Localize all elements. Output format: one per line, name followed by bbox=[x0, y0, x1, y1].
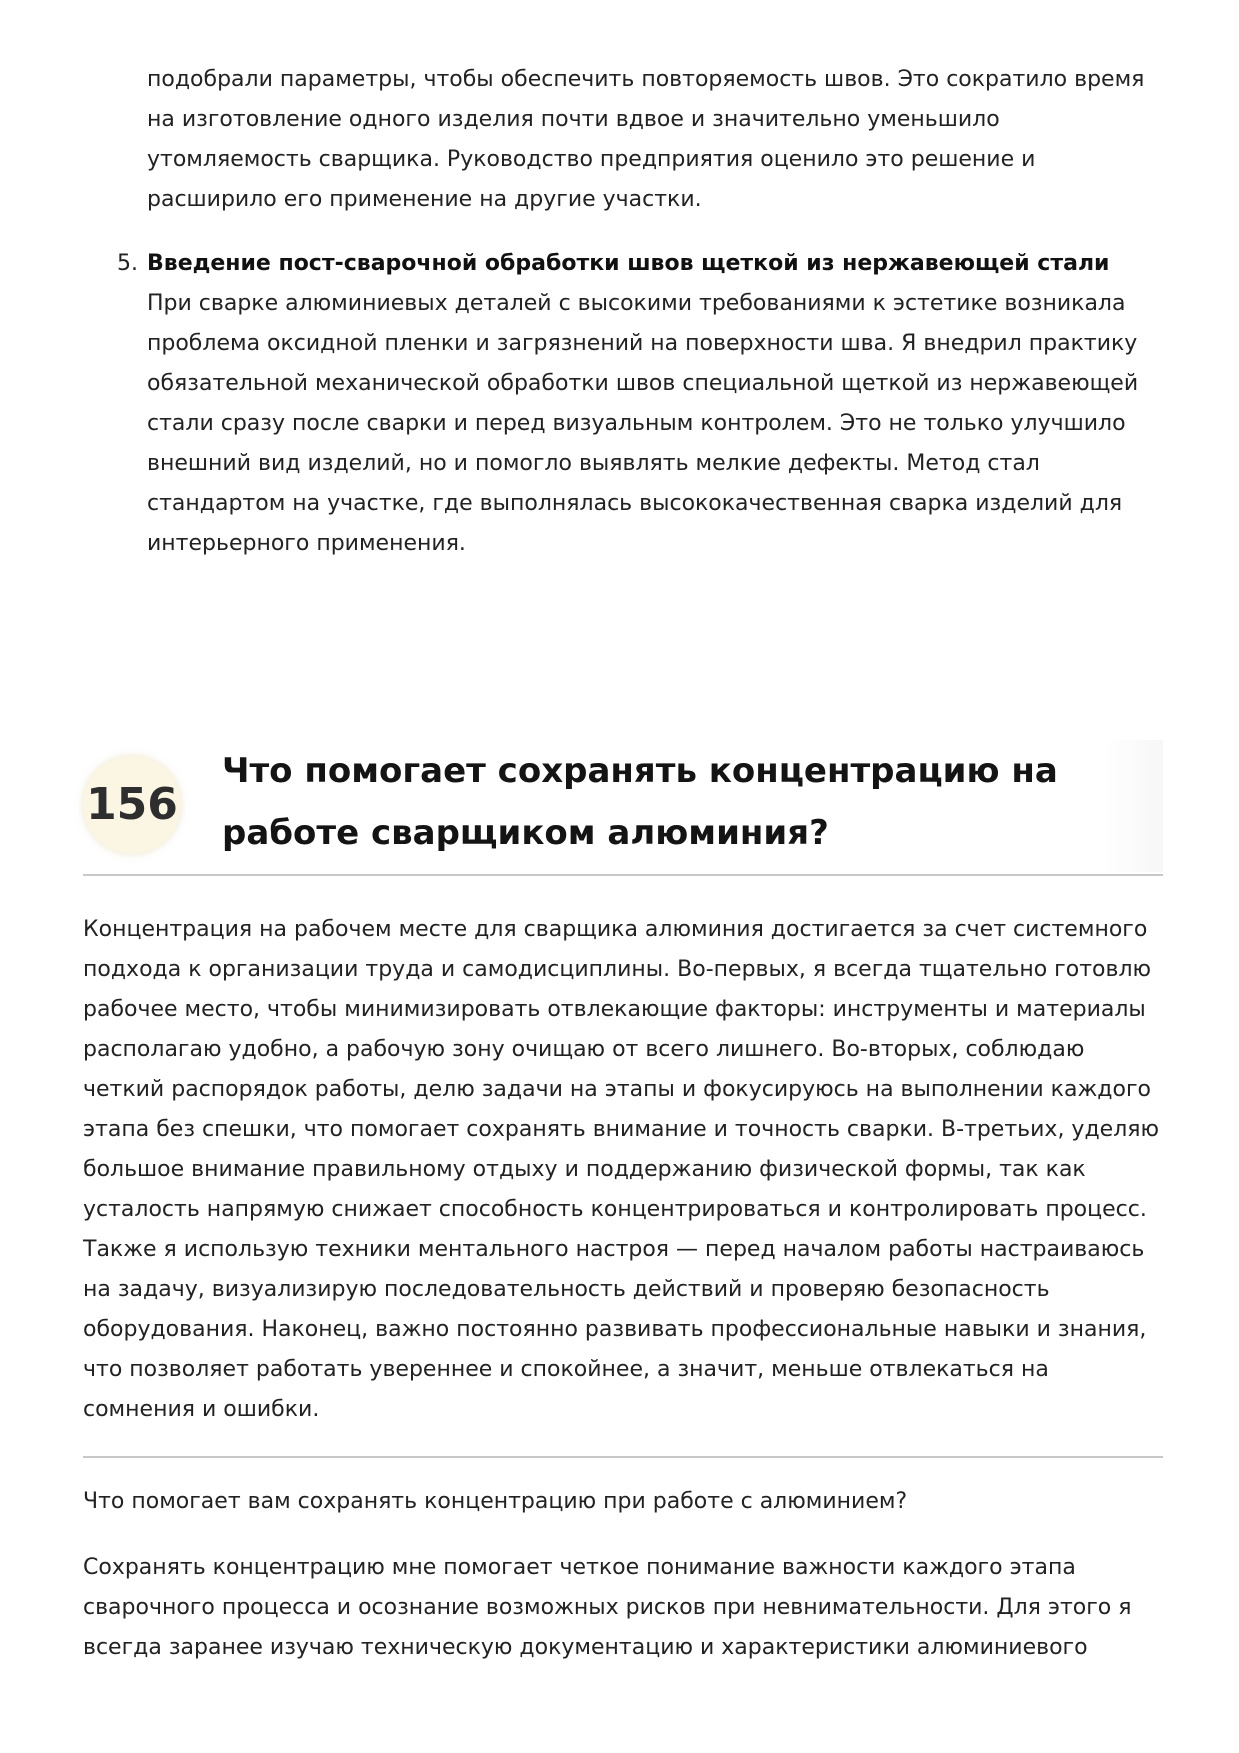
question-title: Что помогает сохранять концентрацию на работе сварщиком алюминия? bbox=[222, 751, 1058, 853]
question-header bbox=[83, 740, 1163, 876]
answer-paragraph: Концентрация на рабочем месте для сварщика алюминия достигается за счет системного подхода к организации труда и самодисциплины. Во-первых, я всегда тщательно готовлю рабочее место, чтобы минимизировать отвлекающие факторы: инструменты и материалы располагаю удобно, а рабочую зону очищаю от всего лишнего. Во-вторых, соблюдаю четкий распорядок работы, делю задачи на этапы и фокусируюсь на выполнении каждого этапа без спешки, что помогает сохранять внимание и точность сварки. В-третьих, уделяю большое внимание правильному отдыху и поддержанию физической формы, так как усталость напрямую снижает способность концентрироваться и контролировать процесс. Также я использую техники ментального настроя — перед началом работы настраиваюсь на задачу, визуализирую последовательность действий и проверяю безопасность оборудования. Наконец, важно постоянно развивать профессиональные навыки и знания, что позволяет работать увереннее и спокойнее, а значит, меньше отвлекаться на сомнения и ошибки. bbox=[83, 917, 1160, 1422]
list-item-title: Введение пост-сварочной обработки швов щеткой из нержавеющей стали bbox=[147, 251, 1110, 276]
followup-question: Что помогает вам сохранять концентрацию при работе с алюминием? bbox=[83, 1489, 908, 1514]
list-item-5 bbox=[117, 244, 1167, 564]
question-number-badge bbox=[83, 756, 181, 854]
followup-answer: Сохранять концентрацию мне помогает четкое понимание важности каждого этапа сварочного процесса и осознание возможных рисков при невнимательности. Для этого я всегда заранее изучаю техническую документацию и характеристики алюминиевого bbox=[83, 1555, 1132, 1660]
list-item-body: При сварке алюминиевых деталей с высокими требованиями к эстетике возникала проблема оксидной пленки и загрязнений на поверхности шва. Я внедрил практику обязательной механической обработки швов специальной щеткой из нержавеющей стали сразу после сварки и перед визуальным контролем. Это не только улучшило внешний вид изделий, но и помогло выявлять мелкие дефекты. Метод стал стандартом на участке, где выполнялась высококачественная сварка изделий для интерьерного применения. bbox=[147, 291, 1139, 556]
list-item-number: 5. bbox=[117, 251, 138, 276]
section-divider bbox=[83, 1456, 1163, 1458]
item-4-continuation: подобрали параметры, чтобы обеспечить повторяемость швов. Это сократило время на изготовление одного изделия почти вдвое и значительно уменьшило утомляемость сварщика. Руководство предприятия оценило это решение и расширило его применение на другие участки. bbox=[147, 67, 1145, 212]
question-number: 156 bbox=[86, 779, 178, 830]
